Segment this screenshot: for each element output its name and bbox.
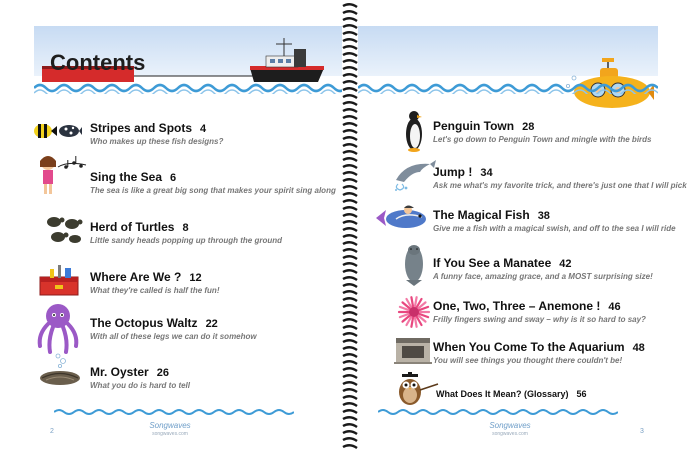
binding-coil [343, 25, 357, 28]
binding-coil [343, 389, 357, 392]
binding-coil [343, 305, 357, 308]
anemone-center [409, 307, 419, 317]
binding-coil [343, 74, 357, 77]
entry-title: Penguin Town [433, 119, 515, 133]
entry-page: 26 [156, 367, 169, 379]
entry-page: 46 [608, 301, 621, 313]
contents-title: Contents [50, 50, 146, 75]
binding-coil [343, 53, 357, 56]
binding-coil [343, 60, 357, 63]
binding-coil [343, 193, 357, 196]
publisher-logo [140, 422, 200, 438]
binding-coil [343, 144, 357, 147]
page-number: 2 [50, 428, 54, 435]
entry-description: Frilly fingers swing and sway – why is it so hard to say? [433, 315, 646, 324]
logo-text: Songwaves [149, 421, 191, 430]
binding-coil [343, 95, 357, 98]
binding-coil [343, 200, 357, 203]
entry-page: 22 [205, 318, 218, 330]
binding-coil [343, 11, 357, 14]
footer-waves [378, 406, 618, 418]
entry-description: What they're called is half the fun! [90, 286, 220, 295]
binding-coil [343, 123, 357, 126]
entry-title: Jump ! [433, 165, 473, 179]
entry-title: Herd of Turtles [90, 220, 175, 234]
entry-title: Where Are We ? [90, 270, 182, 284]
logo-text: Songwaves [489, 421, 531, 430]
binding-coil [343, 396, 357, 399]
binding-coil [343, 214, 357, 217]
binding-coil [343, 137, 357, 140]
binding-coil [343, 347, 357, 350]
toolbox-icon [36, 263, 82, 297]
binding-coil [343, 67, 357, 70]
entry-title: If You See a Manatee [433, 256, 552, 270]
entry-title: One, Two, Three – Anemone ! [433, 299, 601, 313]
binding-coil [343, 116, 357, 119]
entry-description: Ask me what's my favorite trick, and there's just one that I will pick [433, 181, 687, 190]
binding-coil [343, 81, 357, 84]
publisher-logo [480, 422, 540, 438]
toc-entry[interactable] [90, 170, 336, 200]
binding-coil [343, 88, 357, 91]
entry-description: With all of these legs we can do it somehow [90, 332, 257, 341]
binding-coil [343, 158, 357, 161]
toc-entry[interactable] [433, 299, 646, 329]
binding-coil [343, 228, 357, 231]
entry-page: 42 [559, 258, 572, 270]
binding-coil [343, 130, 357, 133]
binding-coil [343, 375, 357, 378]
singing-girl-icon [36, 153, 88, 195]
entry-title: Stripes and Spots [90, 121, 193, 135]
binding-coil [343, 270, 357, 273]
binding-coil [343, 417, 357, 420]
toc-entry[interactable] [433, 256, 653, 286]
binding-coil [343, 445, 357, 448]
entry-description: Give me a fish with a magical swish, and off to the sea I will ride [433, 224, 676, 233]
penguin-icon [404, 110, 424, 152]
right-page [358, 8, 687, 440]
binding-coil [343, 46, 357, 49]
entry-page: 4 [200, 123, 207, 135]
entry-description: Little sandy heads popping up through the ground [90, 236, 282, 245]
binding-coil [343, 326, 357, 329]
entry-page: 6 [170, 172, 177, 184]
toc-entry[interactable] [90, 365, 190, 395]
entry-description: Who makes up these fish designs? [90, 137, 224, 146]
entry-page: 8 [182, 222, 189, 234]
binding-coil [343, 39, 357, 42]
binding-coil [343, 18, 357, 21]
binding-coil [343, 340, 357, 343]
oyster-icon [38, 352, 82, 386]
entry-title: The Octopus Waltz [90, 316, 198, 330]
binding-coil [343, 361, 357, 364]
entry-title: Mr. Oyster [90, 365, 149, 379]
binding-coil [343, 207, 357, 210]
binding-coil [343, 256, 357, 259]
binding-coil [343, 249, 357, 252]
magical-fish-icon [374, 204, 432, 232]
footer-waves [54, 406, 294, 418]
binding-coil [343, 333, 357, 336]
binding-coil [343, 368, 357, 371]
toc-entry[interactable] [433, 119, 651, 149]
header-waves [34, 82, 342, 94]
binding-coil [343, 298, 357, 301]
entry-page: 28 [522, 121, 535, 133]
entry-page: 48 [632, 342, 645, 354]
entry-title: Sing the Sea [90, 170, 163, 184]
left-page [20, 8, 342, 440]
toc-entry[interactable] [90, 220, 282, 250]
toc-entry[interactable] [90, 121, 223, 151]
striped-fish-icon [32, 121, 82, 141]
binding-coil [343, 32, 357, 35]
entry-description: Let's go down to Penguin Town and mingle with the birds [433, 135, 652, 144]
binding-coil [343, 221, 357, 224]
toc-entry[interactable] [433, 340, 645, 370]
header-waves [358, 82, 658, 94]
toc-entry[interactable] [433, 165, 687, 195]
binding-coil [343, 431, 357, 434]
toc-entry[interactable] [90, 270, 219, 300]
aquarium-building-icon [392, 332, 432, 364]
binding-coil [343, 186, 357, 189]
binding-coil [343, 284, 357, 287]
binding-coil [343, 102, 357, 105]
binding-coil [343, 242, 357, 245]
page-number: 3 [640, 428, 644, 435]
binding-coil [343, 4, 357, 7]
entry-page: 38 [537, 210, 550, 222]
logo-url: songwaves.com [152, 431, 188, 437]
manatee-icon [402, 244, 426, 286]
spiral-binding [342, 0, 358, 450]
turtles-icon [44, 213, 84, 245]
binding-coil [343, 438, 357, 441]
entry-description: You will see things you thought there couldn't be! [433, 356, 623, 365]
dolphin-icon [392, 158, 436, 192]
entry-description: What you do is hard to tell [90, 381, 190, 390]
binding-coil [343, 235, 357, 238]
binding-coil [343, 165, 357, 168]
binding-coil [343, 179, 357, 182]
entry-page: 56 [576, 389, 587, 399]
binding-coil [343, 319, 357, 322]
octopus-icon [34, 302, 82, 354]
owl-icon [394, 372, 440, 408]
toc-entry[interactable] [90, 316, 257, 346]
binding-coil [343, 312, 357, 315]
binding-coil [343, 403, 357, 406]
binding-coil [343, 410, 357, 413]
binding-coil [343, 277, 357, 280]
binding-coil [343, 172, 357, 175]
entry-page: 12 [189, 272, 202, 284]
binding-coil [343, 263, 357, 266]
binding-coil [343, 109, 357, 112]
anemone-icon [396, 294, 432, 328]
entry-title: What Does It Mean? (Glossary) [436, 389, 569, 399]
binding-coil [343, 354, 357, 357]
binding-coil [343, 424, 357, 427]
entry-page: 34 [480, 167, 493, 179]
entry-title: When You Come To the Aquarium [433, 340, 625, 354]
toc-entry[interactable] [433, 208, 676, 238]
logo-url: songwaves.com [492, 431, 528, 437]
binding-coil [343, 382, 357, 385]
binding-coil [343, 291, 357, 294]
entry-title: The Magical Fish [433, 208, 530, 222]
entry-description: A funny face, amazing grace, and a MOST surprising size! [433, 272, 653, 281]
binding-coil [343, 151, 357, 154]
entry-description: The sea is like a great big song that makes your spirit sing along [90, 186, 336, 195]
